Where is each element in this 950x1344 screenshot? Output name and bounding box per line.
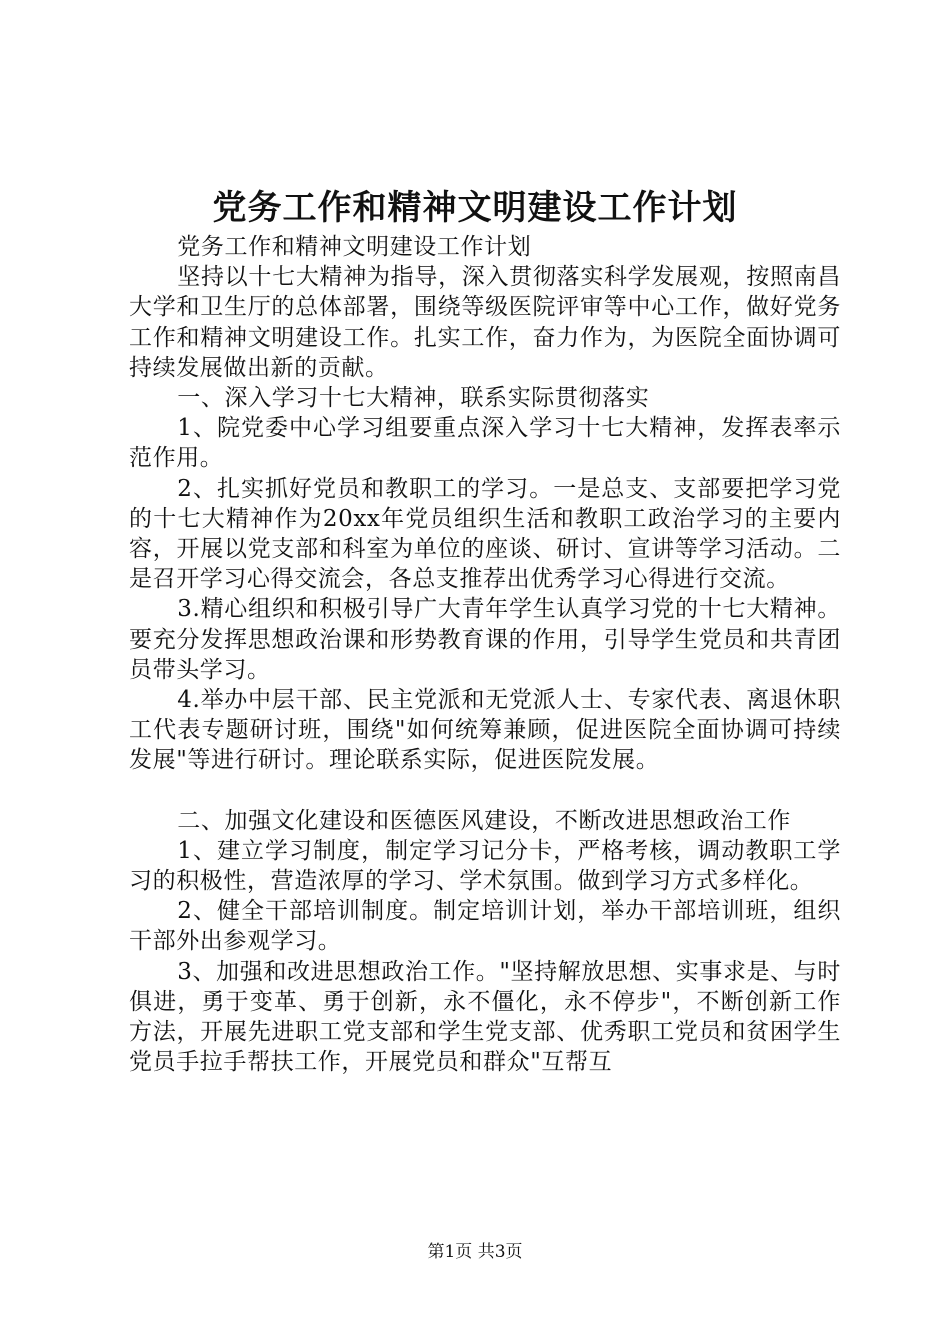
- paragraph-subtitle: 党务工作和精神文明建设工作计划: [177, 234, 532, 260]
- section-heading-2: 二、加强文化建设和医德医风建设，不断改进思想政治工作: [177, 807, 791, 834]
- paragraph-1-4: 4.举办中层干部、民主党派和无党派人士、专家代表、离退休职工代表专题研讨班，围绕"如何统筹兼顾，促进医院全面协调可持续发展"等进行研讨。理论联系实际，促进医院发展。: [129, 687, 841, 774]
- paragraph-1-3: 3.精心组织和积极引导广大青年学生认真学习党的十七大精神。要充分发挥思想政治课和形势教育课的作用，引导学生党员和共青团员带头学习。: [129, 596, 841, 683]
- page-footer: 第1页 共3页: [427, 1242, 523, 1262]
- paragraph-2-2: 2、健全干部培训制度。制定培训计划，举办干部培训班，组织干部外出参观学习。: [129, 898, 841, 955]
- paragraph-2-3: 3、加强和改进思想政治工作。"坚持解放思想、实事求是、与时俱进，勇于变革、勇于创新，永不僵化，永不停步"，不断创新工作方法，开展先进职工党支部和学生党支部、优秀职工党员和贫困学生党员手拉手帮扶工作，开展党员和群众"互帮互: [129, 958, 841, 1076]
- section-heading-1: 一、深入学习十七大精神，联系实际贯彻落实: [177, 385, 650, 412]
- blank-line: [129, 776, 841, 806]
- paragraph-1-1: 1、院党委中心学习组要重点深入学习十七大精神，发挥表率示范作用。: [129, 415, 841, 472]
- paragraph-1-2: 2、扎实抓好党员和教职工的学习。一是总支、支部要把学习党的十七大精神作为20xx年党员组织生活和教职工政治学习的主要内容，开展以党支部和科室为单位的座谈、研讨、宣讲等学习活动。二是召开学习心得交流会，各总支推荐出优秀学习心得进行交流。: [129, 475, 841, 593]
- paragraph-intro: 坚持以十七大精神为指导，深入贯彻落实科学发展观，按照南昌大学和卫生厅的总体部署，围绕等级医院评审等中心工作，做好党务工作和精神文明建设工作。扎实工作，奋力作为，为医院全面协调可持续发展做出新的贡献。: [129, 264, 841, 381]
- paragraph-2-1: 1、建立学习制度，制定学习记分卡，严格考核，调动教职工学习的积极性，营造浓厚的学习、学术氛围。做到学习方式多样化。: [129, 837, 841, 895]
- document-body: [129, 232, 841, 1077]
- document-title: 党务工作和精神文明建设工作计划: [212, 188, 738, 228]
